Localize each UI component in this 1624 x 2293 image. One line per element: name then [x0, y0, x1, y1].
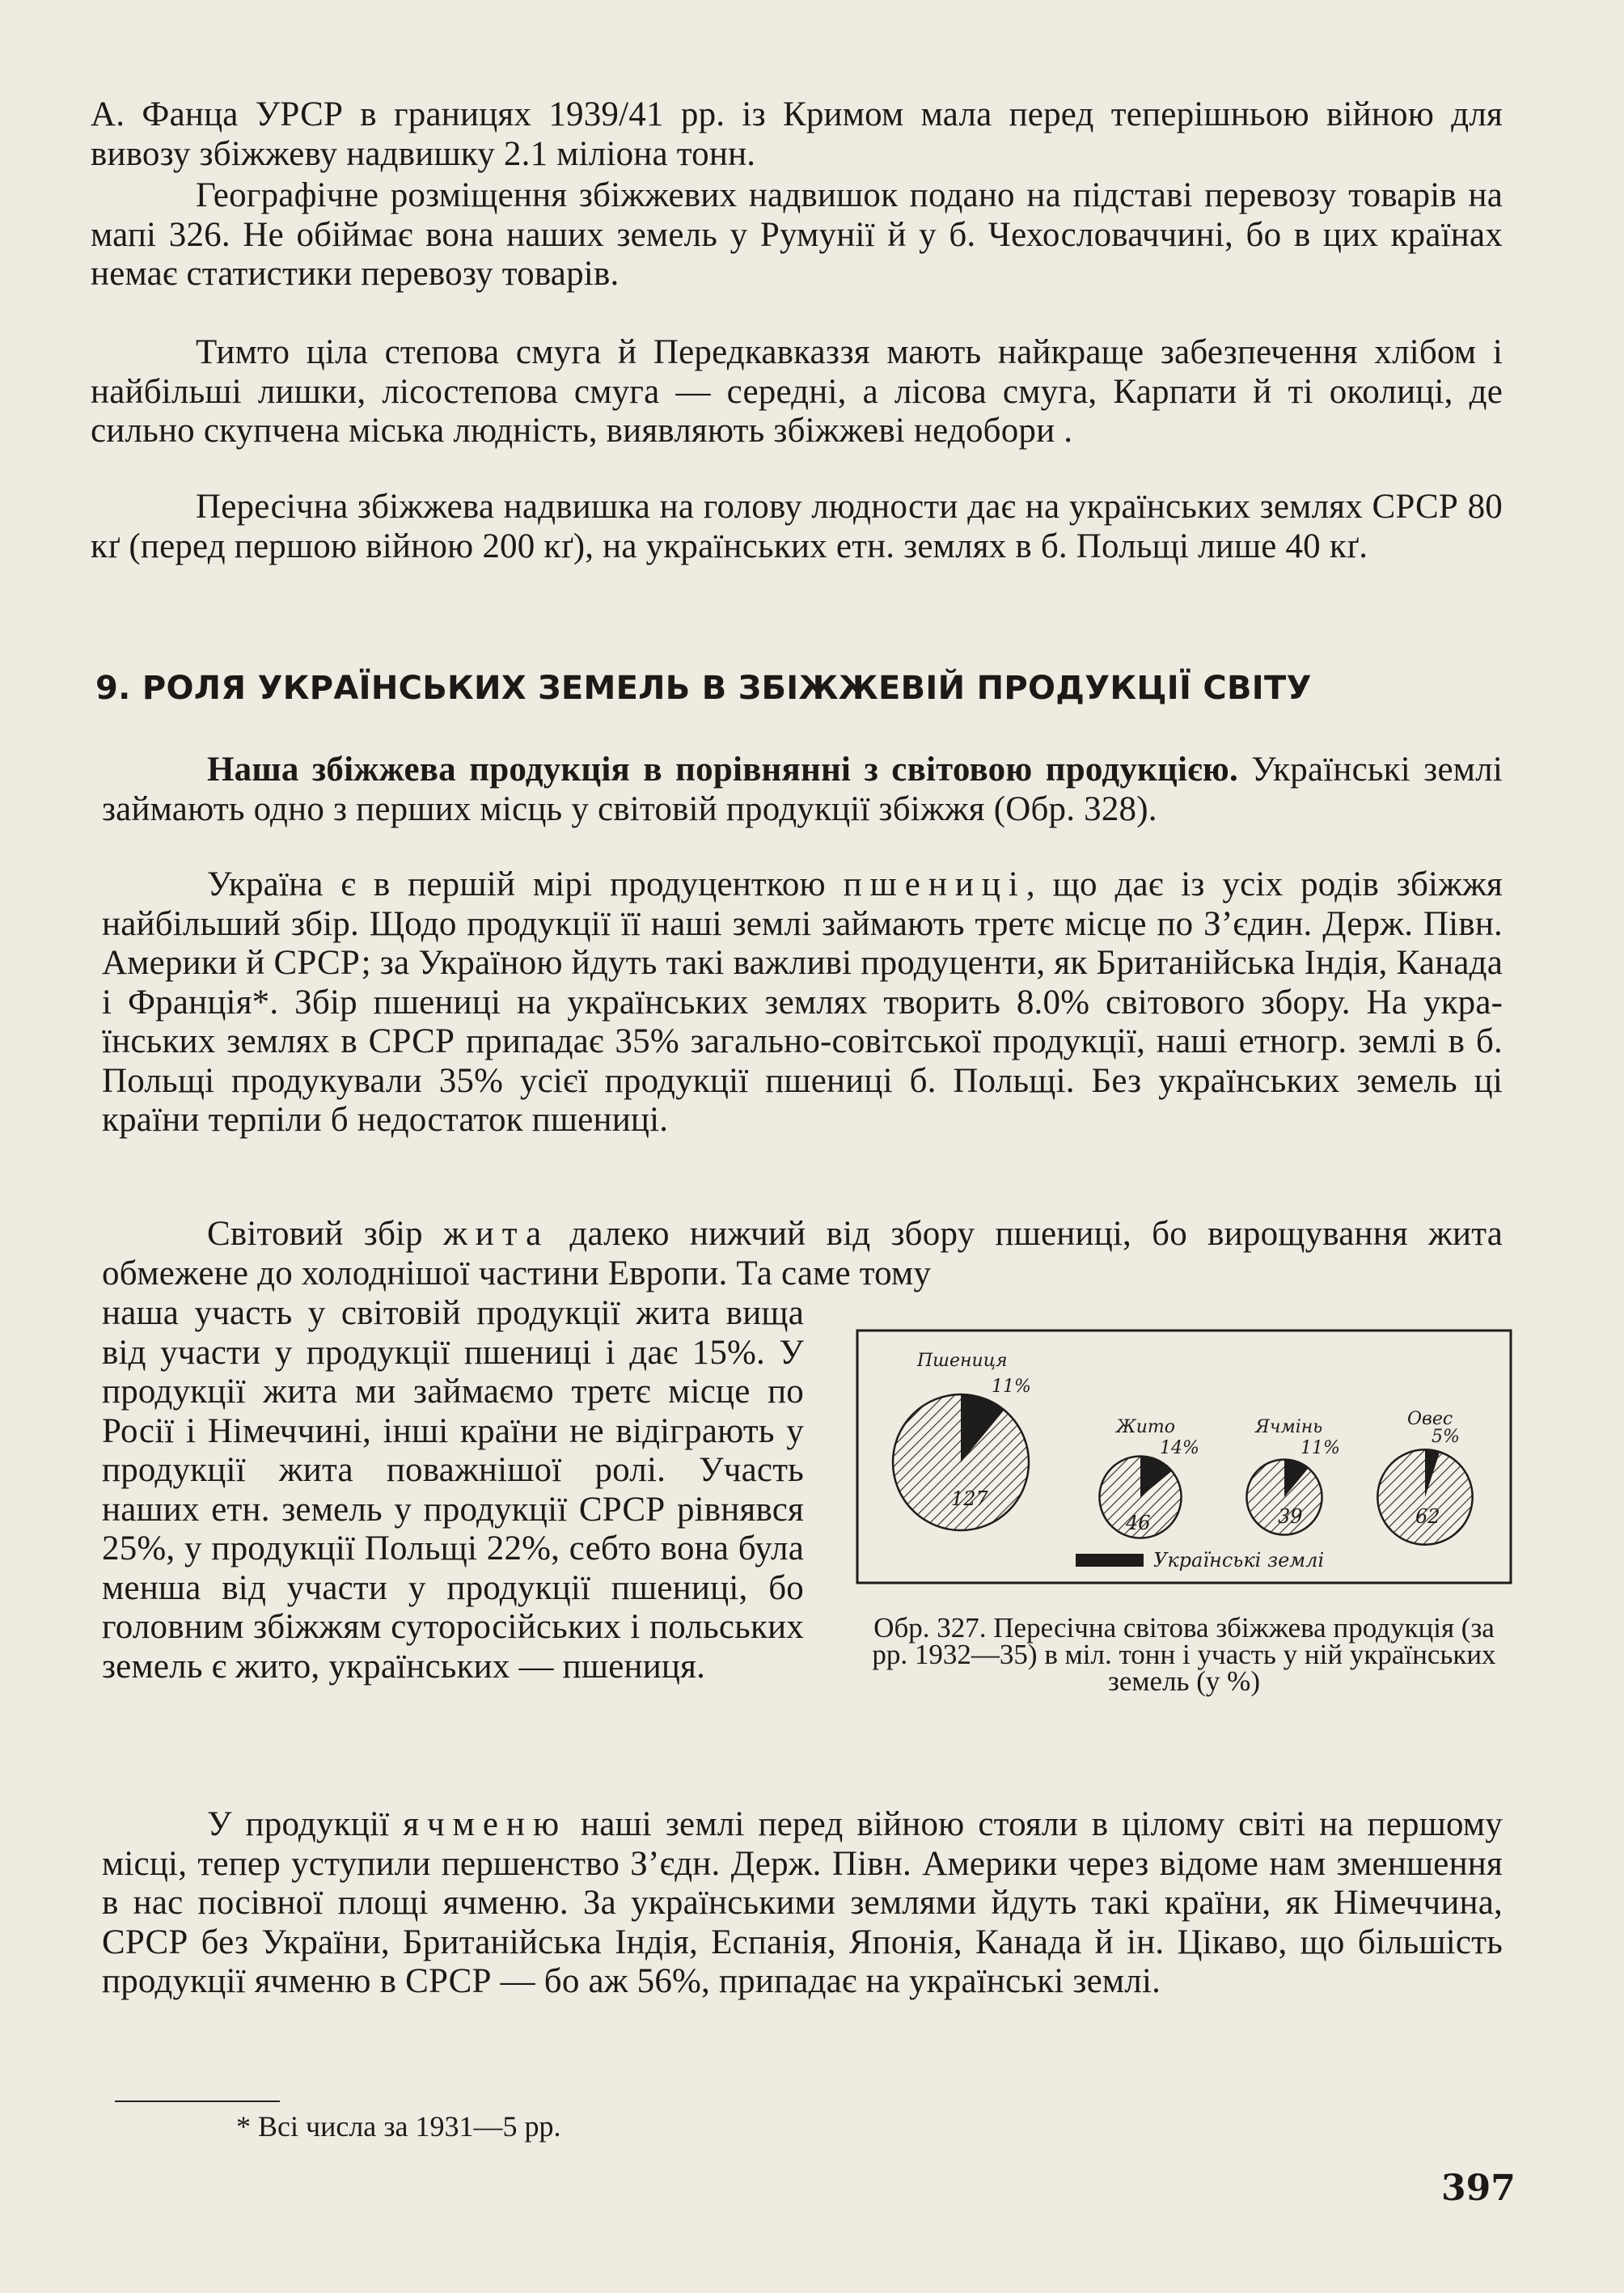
- paragraph-text: Українські землі займають одно з перших місць у світовій продукції збіжжя (Обр. 328).: [102, 751, 1503, 828]
- pie-name-label: Пшениця: [917, 1351, 1008, 1371]
- paragraph-wheat: [102, 865, 1503, 1140]
- pie-percent-label: 14%: [1160, 1438, 1199, 1458]
- emphasized-word: ячменю: [403, 1805, 568, 1843]
- paragraph-steppe-belt: Тимто ціла степова смуга й Передкавказзя мають найкраще забезпечення хлібом і найбільші лишки, лісостепова смуга — середні, а лісова смуга, Карпати й ті околиці, де сильно скупчена міська людність, виявляють збіжжеві недобори .: [91, 333, 1503, 450]
- pie-group: [893, 1351, 1473, 1545]
- paragraph-text: наші землі перед війною стояли в цілому світі на першому місці, тепер уступили першенство З’єдн. Держ. Півн. Америки через відоме нам зменшення в нас посівної площі ячменю. За українськими землями йдуть такі країни, як Німеччина, СРСР без України, Британійська Індія, Еспанія, Японія, Канада й ін. Цікаво, що більшість продукції ячменю в СРСР — бо аж 56%, припадає на українські землі.: [102, 1805, 1503, 2000]
- footnote: * Всі числа за 1931—5 рр.: [236, 2110, 561, 2143]
- pie-name-label: Жито: [1116, 1417, 1175, 1437]
- pie-name-label: Овес: [1407, 1409, 1453, 1429]
- chart-svg: [856, 1329, 1512, 1584]
- paragraph-average-surplus: Пересічна збіжжева надвишка на голову людности дає на українських землях СРСР 80 кґ (перед першою війною 200 кґ), на українських етн. землях в б. Польщі лише 40 кґ.: [91, 488, 1503, 565]
- pie-name-label: Ячмінь: [1255, 1417, 1323, 1437]
- paragraph-rye-intro: [102, 1215, 1503, 1293]
- pie-total-label: 39: [1278, 1505, 1303, 1528]
- paragraph-grain-surplus: А. Фанца УРСР в границях 1939/41 рр. із Кримом мала перед теперішньою війною для вивозу збіжжеву надвишку 2.1 міліона тонн.: [91, 95, 1503, 173]
- paragraph-subhead: Наша збіжжева продукція в порівнянні з світовою продукцією.: [207, 751, 1238, 789]
- pie-percent-label: 11%: [992, 1377, 1031, 1397]
- pie-total-label: 62: [1415, 1505, 1440, 1528]
- figure-grain-production-chart: [856, 1329, 1512, 1584]
- figure-caption: Обр. 327. Пересічна світова збіжжева продукція (за рр. 1932—35) в міл. тонн і участь у ній українських земель (у %): [872, 1612, 1496, 1697]
- section-heading: 9. РОЛЯ УКРАЇНСЬКИХ ЗЕМЕЛЬ В ЗБІЖЖЕВІЙ ПРОДУКЦІЇ СВІТУ: [95, 670, 1312, 707]
- page-number: 397: [1441, 2168, 1516, 2209]
- paragraph-text: далеко нижчий від збору пшениці, бо вирощування жита обмежене до холоднішої частини Европи. Та саме тому: [102, 1215, 1503, 1292]
- paragraph-text: , що дає із усіх родів збіжжя найбільший збір. Щодо продукції її наші землі займають третє місце по З’єдин. Держ. Півн. Америки й СРСР; за Україною йдуть такі важливі продуценти, як Британійська Індія, Канада і Франція*. Збір пшениці на українських землях творить 8.0% світового збору. На українських землях в СРСР припадає 35% загально-совітської продукції, наші етногр. землі в б. Польщі продукували 35% усієї продукції пшениці б. Польщі. Без українських земель ці країни терпіли б недостаток пшениці.: [102, 865, 1503, 1139]
- legend-swatch: [1076, 1554, 1144, 1567]
- paragraph-text: Світовий збір: [207, 1215, 444, 1253]
- paragraph-geographic-distribution: Географічне розміщення збіжжевих надвишок подано на підставі перевозу товарів на мапі 326. Не обіймає вона наших земель у Румунії й у б. Чехословаччині, бо в цих країнах немає статистики перевозу товарів.: [91, 176, 1503, 293]
- emphasized-word: пшениці: [843, 865, 1026, 903]
- paragraph-text: У продукції: [207, 1805, 404, 1843]
- pie-percent-label: 11%: [1300, 1438, 1340, 1458]
- legend-label: Українські землі: [1153, 1549, 1325, 1572]
- emphasized-word: жита: [443, 1215, 550, 1253]
- paragraph-world-comparison: [102, 751, 1503, 829]
- pie-total-label: 46: [1126, 1512, 1151, 1534]
- pie-total-label: 127: [951, 1487, 988, 1510]
- paragraph-rye-share: наша участь у світовій продукції жита вища від участи у продукції пшениці і дає 15%. У продукції жита ми займаємо третє місце по Росії і Німеччині, інші країни не відіграють у продукції жита поважнішої ролі. Участь наших етн. земель у продукції СРСР рівнявся 25%, у продукції Польщі 22%, себто вона була менша від участи у продукції пшениці, бо головним збіжжям суторосійських і польських земель є жито, українських — пшениця.: [102, 1294, 804, 1686]
- paragraph-text: Україна є в першій мірі продуценткою: [207, 865, 844, 903]
- footnote-rule: [115, 2101, 280, 2102]
- paragraph-barley: [102, 1805, 1503, 2002]
- pie-percent-label: 5%: [1432, 1427, 1460, 1447]
